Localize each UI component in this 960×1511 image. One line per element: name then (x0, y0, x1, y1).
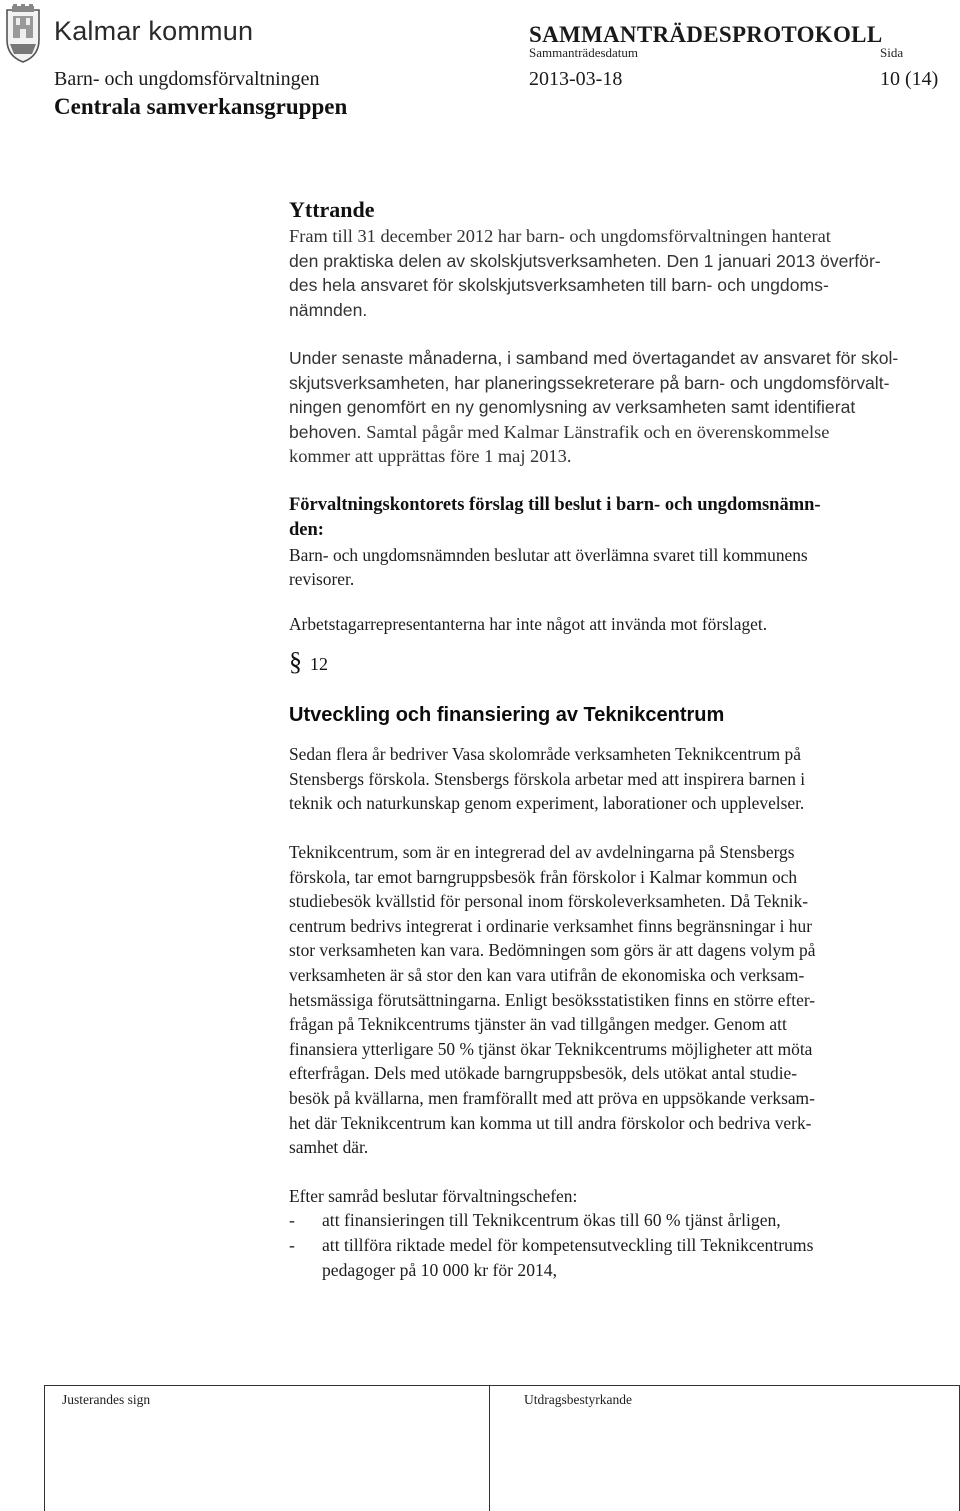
page-label: Sida (880, 45, 904, 60)
department-name: Barn- och ungdomsförvaltningen (54, 68, 320, 90)
certification-box-label: Utdragsbestyrkande (524, 1392, 632, 1407)
document-body (289, 196, 939, 1282)
text-line: centrum bedrivs integrerat i ordinarie verksamhet finns begränsningar i hur (289, 915, 812, 936)
text-line-mixed (289, 420, 939, 445)
text-line: stor verksamheten kan vara. Bedömningen som görs är att dagens volym på (289, 940, 816, 961)
decision-list (289, 1208, 939, 1282)
text-line: pedagoger på 10 000 kr för 2014, (322, 1259, 558, 1280)
text-line: samhet där. (289, 1137, 369, 1158)
list-item-text (322, 1208, 781, 1233)
text-line: nämnden. (289, 299, 368, 320)
text-line: Sedan flera år bedriver Vasa skolområde verksamheten Teknikcentrum på (289, 744, 801, 765)
text-line: förskola, tar emot barngruppsbesök från förskolor i Kalmar kommun och (289, 866, 798, 887)
footer-divider (489, 1385, 490, 1511)
proposal-heading (289, 493, 939, 543)
footer-divider (44, 1385, 45, 1511)
footer-rule (44, 1385, 960, 1386)
text-line: den praktiska delen av skolskjutsverksamheten. Den 1 januari 2013 överför- (289, 250, 881, 271)
committee-name: Centrala samverkansgruppen (54, 94, 348, 119)
text-line: des hela ansvaret för skolskjutsverksamheten till barn- och ungdoms- (289, 275, 829, 295)
text-line: efterfrågan. Dels med utökade barngruppsbesök, dels utökat antal studie- (289, 1063, 798, 1084)
text-fragment: Samtal pågår med Kalmar Länstrafik och en överenskommelse (366, 421, 830, 442)
list-item (289, 1208, 939, 1233)
list-item-text (322, 1233, 813, 1282)
text-line: studiebesök kvällstid för personal inom förskoleverksamheten. Då Teknik- (289, 891, 809, 912)
page-number: 10 (14) (880, 68, 939, 90)
text-line: verksamheten är så stor den kan vara utifrån de ekonomiska och verksam- (289, 965, 805, 986)
text-line: Barn- och ungdomsnämnden beslutar att överlämna svaret till kommunens (289, 544, 808, 565)
text-line: skjutsverksamheten, har planeringssekreterare på barn- och ungdomsförvalt- (289, 372, 890, 393)
yttrande-paragraph-2 (289, 346, 939, 469)
text-line: finansiera ytterligare 50 % tjänst ökar Teknikcentrums möjligheter att möta (289, 1038, 813, 1059)
text-line: Teknikcentrum, som är en integrerad del av avdelningarna på Stensbergs (289, 842, 795, 863)
staff-representatives-note: Arbetstagarrepresentanterna har inte något att invända mot förslaget. (289, 613, 768, 634)
organization-name: Kalmar kommun (54, 16, 254, 46)
kalmar-coat-of-arms-logo (4, 4, 42, 64)
text-line: att finansieringen till Teknikcentrum ökas till 60 % tjänst årligen, (322, 1210, 781, 1231)
text-line: Fram till 31 december 2012 har barn- och ungdomsförvaltningen hanterat (289, 226, 831, 246)
text-line: hetsmässiga förutsättningarna. Enligt besöksstatistiken finns en större efter- (289, 989, 816, 1010)
section-number (289, 647, 939, 677)
text-line: frågan på Teknikcentrums tjänster än vad tillgången medger. Genom att (289, 1014, 787, 1035)
protocol-title: SAMMANTRÄDESPROTOKOLL (529, 22, 883, 47)
text-line: Under senaste månaderna, i samband med övertagandet av ansvaret för skol- (289, 348, 899, 368)
text-fragment: behoven. (289, 421, 367, 442)
proposal-text (289, 543, 939, 592)
section12-paragraph-2 (289, 840, 939, 1160)
list-dash: - (289, 1234, 295, 1255)
heading-line: Förvaltningskontorets förslag till beslut i barn- och ungdomsnämn- (289, 494, 821, 515)
list-item (289, 1233, 939, 1282)
section-number-value: 12 (310, 653, 328, 674)
text-line: het där Teknikcentrum kan komma ut till andra förskolor och bedriva verk- (289, 1112, 812, 1133)
text-line: kommer att upprättas före 1 maj 2013. (289, 446, 572, 466)
paragraph-sign-icon: § (289, 647, 302, 677)
list-dash: - (289, 1210, 295, 1231)
meeting-date: 2013-03-18 (529, 68, 623, 90)
text-line: ningen genomfört en ny genomlysning av verksamheten samt identifierat (289, 397, 856, 417)
text-line: teknik och naturkunskap genom experiment, laborationer och upplevelser. (289, 793, 805, 814)
section-title: Utveckling och finansiering av Teknikcentrum (289, 704, 725, 727)
text-line: Stensbergs förskola. Stensbergs förskola arbetar med att inspirera barnen i (289, 768, 806, 789)
text-line: revisorer. (289, 569, 355, 590)
meeting-date-label: Sammanträdesdatum (529, 45, 639, 60)
signature-box-label: Justerandes sign (62, 1392, 151, 1407)
heading-line: den: (289, 519, 324, 540)
yttrande-heading: Yttrande (289, 197, 375, 222)
text-line: besök på kvällarna, men framförallt med att pröva en uppsökande verksam- (289, 1088, 815, 1108)
text-line: att tillföra riktade medel för kompetensutveckling till Teknikcentrums (322, 1234, 814, 1255)
yttrande-paragraph-1 (289, 224, 939, 322)
proposal-block (289, 493, 939, 637)
section12-paragraph-1 (289, 742, 939, 816)
decision-intro: Efter samråd beslutar förvaltningschefen: (289, 1185, 578, 1206)
